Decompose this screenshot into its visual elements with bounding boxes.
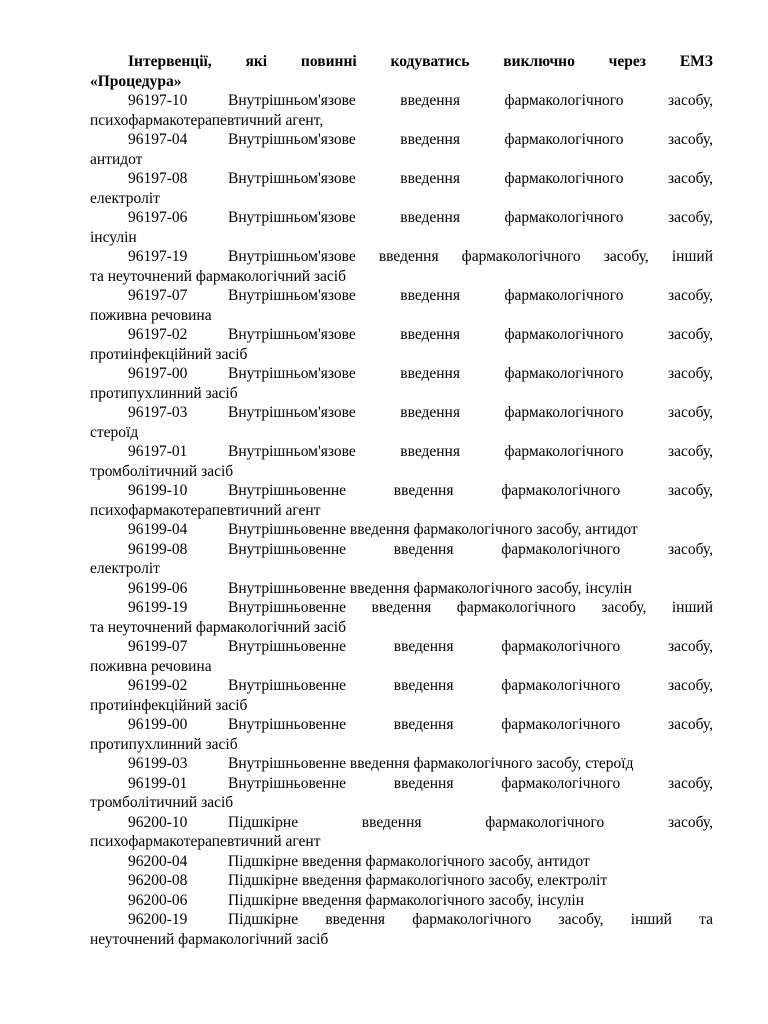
entry-description-line-2: електроліт bbox=[90, 560, 160, 577]
entry-description-line-2: та неуточнений фармакологічний засіб bbox=[90, 618, 346, 636]
description-text: Внутрішньом'язове введення фармакологічного засобу, bbox=[228, 131, 713, 148]
intervention-entry bbox=[90, 813, 713, 852]
intervention-entry bbox=[90, 442, 713, 481]
entry-description-line-2: та неуточнений фармакологічний засіб bbox=[90, 267, 346, 285]
intervention-code: 96199-10 bbox=[128, 482, 188, 499]
intervention-code: 96199-07 bbox=[128, 638, 188, 655]
intervention-code: 96199-03 bbox=[128, 755, 188, 772]
description-text: Внутрішньовенне введення фармакологічного засобу, стероїд bbox=[228, 755, 634, 772]
entry-description-line-2: протиінфекційний засіб bbox=[90, 345, 248, 363]
intervention-entry bbox=[90, 910, 713, 949]
entry-description-line-1 bbox=[90, 91, 713, 111]
heading-line-2: «Процедура» bbox=[90, 72, 182, 90]
intervention-code: 96197-19 bbox=[128, 248, 188, 265]
entry-description-line-1 bbox=[90, 169, 713, 189]
entry-description-line-1 bbox=[90, 910, 713, 930]
intervention-code: 96200-06 bbox=[128, 891, 188, 909]
entry-description-line-1 bbox=[90, 325, 713, 345]
description-text: Внутрішньовенне введення фармакологічного засобу, інший bbox=[228, 599, 713, 616]
entry-description-line-1 bbox=[90, 813, 713, 833]
entry-description-line-1 bbox=[90, 247, 713, 267]
entry-description-line-1 bbox=[90, 481, 713, 501]
intervention-code: 96200-10 bbox=[128, 813, 188, 831]
entry-description-line-2: протипухлинний засіб bbox=[90, 735, 238, 753]
description-text: Внутрішньом'язове введення фармакологічного засобу, bbox=[228, 443, 713, 460]
document-heading bbox=[90, 52, 713, 91]
entry-description-line-2: протиінфекційний засіб bbox=[90, 696, 248, 714]
description-text: Підшкірне введення фармакологічного засобу, інсулін bbox=[228, 891, 584, 909]
intervention-code: 96199-19 bbox=[128, 599, 188, 616]
entry-description-line-2: антидот bbox=[90, 150, 143, 168]
intervention-code: 96197-04 bbox=[128, 131, 188, 148]
description-text: Внутрішньом'язове введення фармакологічного засобу, bbox=[228, 365, 713, 382]
intervention-entry bbox=[90, 364, 713, 403]
entry-description-line-2: психофармакотерапевтичний агент bbox=[90, 833, 321, 850]
description-text: Підшкірне введення фармакологічного засобу, bbox=[228, 813, 713, 831]
intervention-code: 96200-19 bbox=[128, 911, 188, 928]
intervention-entry bbox=[90, 891, 713, 911]
entry-description-line-1 bbox=[90, 871, 713, 891]
description-text: Підшкірне введення фармакологічного засобу, електроліт bbox=[228, 872, 608, 889]
entry-description-line-1 bbox=[90, 715, 713, 735]
intervention-code: 96197-00 bbox=[128, 365, 188, 382]
intervention-entry bbox=[90, 325, 713, 364]
description-text: Внутрішньом'язове введення фармакологічного засобу, bbox=[228, 92, 713, 109]
entry-description-line-2: протипухлинний засіб bbox=[90, 384, 238, 402]
entry-description-line-2: стероїд bbox=[90, 423, 139, 441]
intervention-entry bbox=[90, 286, 713, 325]
intervention-code: 96199-02 bbox=[128, 677, 188, 694]
intervention-code: 96197-01 bbox=[128, 443, 188, 460]
intervention-code: 96199-08 bbox=[128, 540, 188, 558]
intervention-code: 96197-06 bbox=[128, 209, 188, 226]
intervention-entry bbox=[90, 598, 713, 637]
entry-description-line-1 bbox=[90, 774, 713, 794]
entry-description-line-2: тромболітичний засіб bbox=[90, 794, 234, 811]
intervention-code: 96197-03 bbox=[128, 404, 188, 421]
description-text: Внутрішньовенне введення фармакологічного засобу, інсулін bbox=[228, 579, 632, 597]
entry-description-line-1 bbox=[90, 676, 713, 696]
entry-description-line-1 bbox=[90, 364, 713, 384]
entry-description-line-2: поживна речовина bbox=[90, 657, 212, 675]
entry-description-line-2: неуточнений фармакологічний засіб bbox=[90, 930, 329, 948]
intervention-entry bbox=[90, 403, 713, 442]
entry-description-line-1 bbox=[90, 130, 713, 150]
intervention-code: 96199-01 bbox=[128, 774, 188, 792]
intervention-entry bbox=[90, 481, 713, 520]
intervention-code: 96200-04 bbox=[128, 852, 188, 870]
intervention-code: 96199-04 bbox=[128, 521, 188, 538]
intervention-entry bbox=[90, 871, 713, 891]
intervention-entry bbox=[90, 715, 713, 754]
intervention-entry bbox=[90, 676, 713, 715]
intervention-entry bbox=[90, 169, 713, 208]
description-text: Внутрішньовенне введення фармакологічного засобу, bbox=[228, 677, 713, 694]
entry-description-line-1 bbox=[90, 579, 713, 599]
entry-description-line-2: електроліт bbox=[90, 189, 160, 207]
description-text: Підшкірне введення фармакологічного засобу, інший та bbox=[228, 911, 713, 928]
description-text: Внутрішньовенне введення фармакологічного засобу, bbox=[228, 482, 713, 499]
intervention-entry bbox=[90, 754, 713, 774]
entry-description-line-1 bbox=[90, 403, 713, 423]
description-text: Внутрішньом'язове введення фармакологічного засобу, bbox=[228, 326, 713, 343]
description-text: Підшкірне введення фармакологічного засобу, антидот bbox=[228, 852, 590, 870]
intervention-code: 96199-06 bbox=[128, 579, 188, 597]
entry-description-line-1 bbox=[90, 442, 713, 462]
entry-description-line-1 bbox=[90, 540, 713, 560]
entry-description-line-2: психофармакотерапевтичний агент bbox=[90, 501, 321, 519]
entry-description-line-1 bbox=[90, 208, 713, 228]
entry-description-line-1 bbox=[90, 286, 713, 306]
intervention-code: 96199-00 bbox=[128, 716, 188, 733]
entry-description-line-1 bbox=[90, 598, 713, 618]
entry-description-line-2: тромболітичний засіб bbox=[90, 462, 234, 480]
description-text: Внутрішньовенне введення фармакологічного засобу, bbox=[228, 774, 713, 792]
intervention-entry bbox=[90, 91, 713, 130]
entry-description-line-1 bbox=[90, 852, 713, 872]
description-text: Внутрішньом'язове введення фармакологічного засобу, bbox=[228, 404, 713, 421]
intervention-entry bbox=[90, 247, 713, 286]
description-text: Внутрішньовенне введення фармакологічного засобу, bbox=[228, 716, 713, 733]
description-text: Внутрішньовенне введення фармакологічного засобу, bbox=[228, 638, 713, 655]
entry-description-line-2: поживна речовина bbox=[90, 306, 212, 324]
entry-description-line-1 bbox=[90, 891, 713, 911]
intervention-entry bbox=[90, 774, 713, 813]
entry-description-line-1 bbox=[90, 520, 713, 540]
document-page bbox=[90, 52, 713, 949]
description-text: Внутрішньом'язове введення фармакологічного засобу, інший bbox=[228, 248, 713, 265]
intervention-code: 96197-02 bbox=[128, 326, 188, 343]
intervention-code: 96197-08 bbox=[128, 170, 188, 187]
entry-description-line-2: психофармакотерапевтичний агент, bbox=[90, 111, 324, 129]
description-text: Внутрішньовенне введення фармакологічного засобу, bbox=[228, 540, 713, 558]
intervention-list bbox=[90, 91, 713, 949]
intervention-entry bbox=[90, 540, 713, 579]
intervention-code: 96197-07 bbox=[128, 287, 188, 304]
intervention-entry bbox=[90, 579, 713, 599]
intervention-code: 96200-08 bbox=[128, 872, 188, 889]
description-text: Внутрішньом'язове введення фармакологічного засобу, bbox=[228, 209, 713, 226]
description-text: Внутрішньовенне введення фармакологічного засобу, антидот bbox=[228, 521, 638, 538]
entry-description-line-1 bbox=[90, 637, 713, 657]
entry-description-line-2: інсулін bbox=[90, 228, 137, 246]
intervention-code: 96197-10 bbox=[128, 92, 188, 109]
intervention-entry bbox=[90, 520, 713, 540]
heading-line-1: Інтервенції, які повинні кодуватись виключно через ЕМЗ bbox=[128, 53, 713, 70]
entry-description-line-1 bbox=[90, 754, 713, 774]
intervention-entry bbox=[90, 208, 713, 247]
intervention-entry bbox=[90, 130, 713, 169]
intervention-entry bbox=[90, 852, 713, 872]
description-text: Внутрішньом'язове введення фармакологічного засобу, bbox=[228, 170, 713, 187]
description-text: Внутрішньом'язове введення фармакологічного засобу, bbox=[228, 287, 713, 304]
intervention-entry bbox=[90, 637, 713, 676]
